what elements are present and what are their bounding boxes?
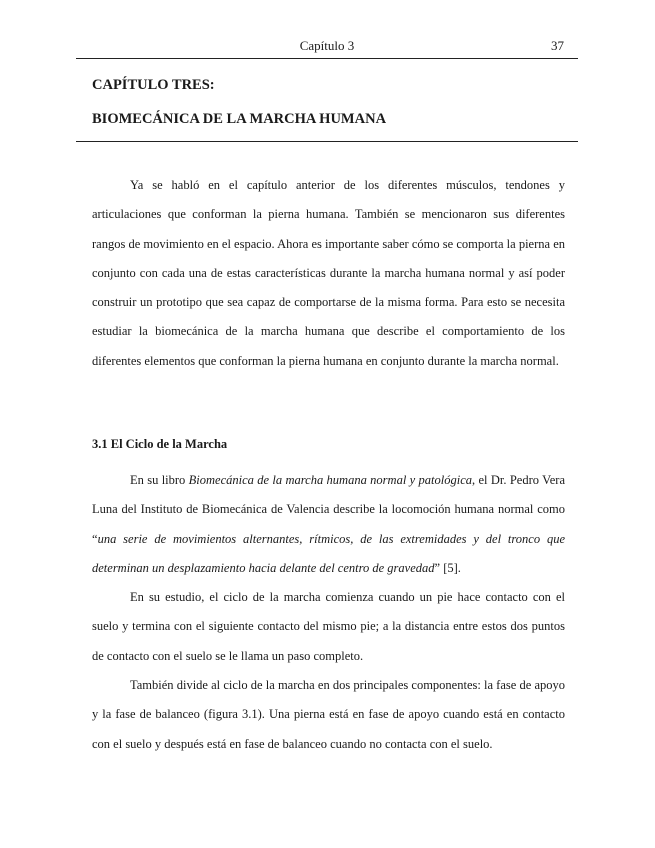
intro-paragraph: Ya se habló en el capítulo anterior de los diferentes músculos, tendones y articulaciones que conforman la pierna humana. También se mencionaron sus diferentes rangos de movimiento en el espacio. Ahora es importante saber cómo se comporta la pierna en conjunto con cada una de estas características durante la marcha humana normal y así poder construir un prototipo que sea capaz de comportarse de la misma forma. Para esto se necesita estudiar la biomecánica de la marcha humana que describe el comportamiento de los diferentes elementos que conforman la pierna humana en conjunto durante la marcha normal. [92, 178, 565, 368]
chapter-subtitle: BIOMECÁNICA DE LA MARCHA HUMANA [92, 111, 387, 127]
paragraph [92, 466, 565, 583]
title-divider [76, 141, 578, 142]
book-title: Biomecánica de la marcha humana normal y patológica [188, 473, 472, 487]
paragraph: También divide al ciclo de la marcha en dos principales componentes: la fase de apoyo y la fase de balanceo (figura 3.1). Una pierna está en fase de apoyo cuando está en contacto con el suelo y después está en fase de balanceo cuando no contacta con el suelo. [92, 678, 565, 751]
section-body [92, 466, 565, 759]
running-header [76, 36, 578, 59]
section-heading: 3.1 El Ciclo de la Marcha [92, 437, 228, 451]
page-number: 37 [551, 38, 564, 53]
quote: una serie de movimientos alternantes, rítmicos, de las extremidades y del tronco que determinan un desplazamiento hacia delante del centro de gravedad [92, 531, 565, 575]
paragraph-text: En su libro [130, 473, 189, 487]
intro-section [92, 171, 565, 376]
chapter-label: Capítulo 3 [299, 38, 355, 53]
chapter-title: CAPÍTULO TRES: [92, 77, 215, 93]
paragraph-text: , el Dr. Pedro Vera Luna del Instituto de Biomecánica de Valencia describe la locomoción humana normal como “ [92, 473, 566, 546]
paragraph-text: ” [5]. [434, 560, 461, 575]
paragraph: En su estudio, el ciclo de la marcha comienza cuando un pie hace contacto con el suelo y termina con el siguiente contacto del mismo pie; a la distancia entre estos dos puntos de contacto con el suelo se le llama un paso completo. [92, 590, 565, 663]
